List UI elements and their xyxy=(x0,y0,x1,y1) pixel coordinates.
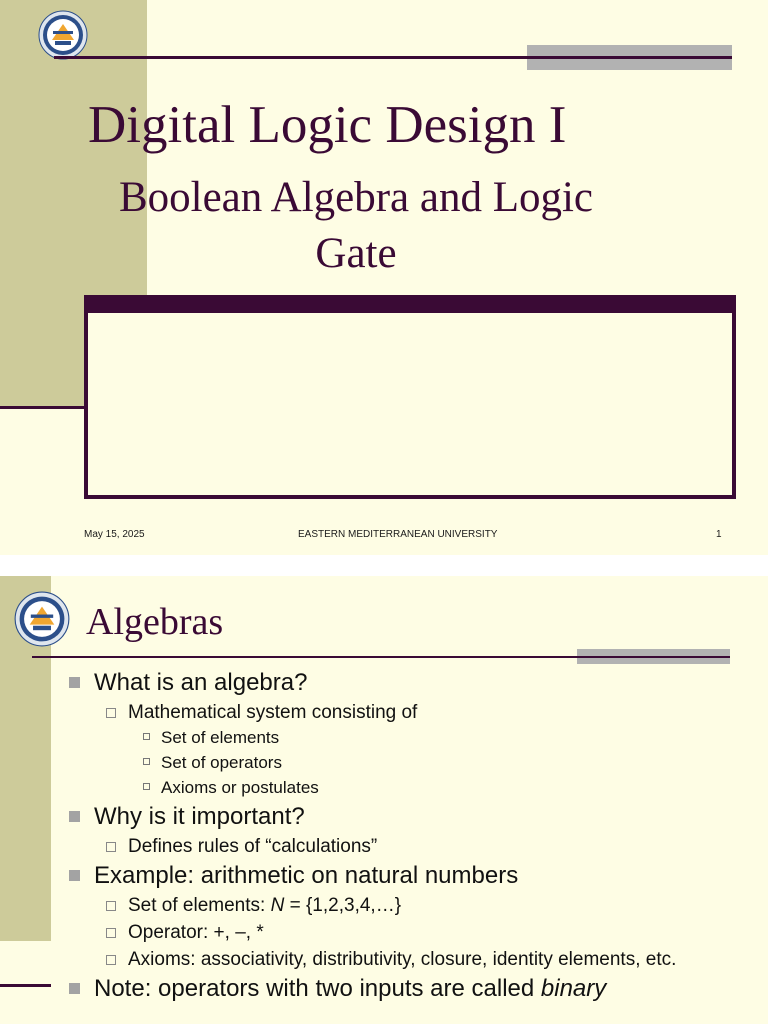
set-elements-prefix: Set of elements: xyxy=(128,895,271,916)
bullet-note xyxy=(66,974,746,1004)
sub-bullet-system: Mathematical system consisting of xyxy=(66,701,746,725)
sub-bullet-operator: Operator: +, –, * xyxy=(66,921,746,945)
bullet-what-is-algebra: What is an algebra? xyxy=(66,668,746,698)
sub-bullet-axioms: Axioms: associativity, distributivity, closure, identity elements, etc. xyxy=(66,948,746,972)
set-elements-suffix: = {1,2,3,4,…} xyxy=(284,895,402,916)
title-rule-overlay xyxy=(527,56,732,59)
bullet-list xyxy=(66,666,746,1004)
university-seal-icon xyxy=(14,591,70,647)
band-rule xyxy=(0,406,84,409)
slide-2 xyxy=(0,576,768,1024)
set-variable: N xyxy=(270,895,285,916)
sub-bullet-set-elements xyxy=(66,894,746,918)
sub-bullet-rules: Defines rules of “calculations” xyxy=(66,835,746,859)
footer-organization: EASTERN MEDITERRANEAN UNIVERSITY xyxy=(298,529,498,540)
content-box xyxy=(84,309,736,499)
footer-date: May 15, 2025 xyxy=(84,529,145,540)
subtitle-line-1: Boolean Algebra and Logic xyxy=(118,174,594,221)
slide-subtitle xyxy=(86,170,626,282)
sub-sub-bullet-elements: Set of elements xyxy=(66,726,746,750)
slide-title: Algebras xyxy=(86,601,224,643)
band-rule xyxy=(0,984,51,987)
sub-sub-bullet-operators: Set of operators xyxy=(66,751,746,775)
bullet-why-important: Why is it important? xyxy=(66,802,746,832)
note-emphasis: binary xyxy=(540,975,607,1002)
university-seal-icon xyxy=(38,10,88,60)
slide-title: Digital Logic Design I xyxy=(88,96,567,154)
sub-sub-bullet-axioms: Axioms or postulates xyxy=(66,776,746,800)
title-rule-overlay xyxy=(577,656,730,658)
note-prefix: Note: operators with two inputs are called xyxy=(94,975,541,1002)
bullet-example: Example: arithmetic on natural numbers xyxy=(66,861,746,891)
subtitle-line-2: Gate xyxy=(315,230,397,277)
footer-page-number: 1 xyxy=(716,529,722,540)
